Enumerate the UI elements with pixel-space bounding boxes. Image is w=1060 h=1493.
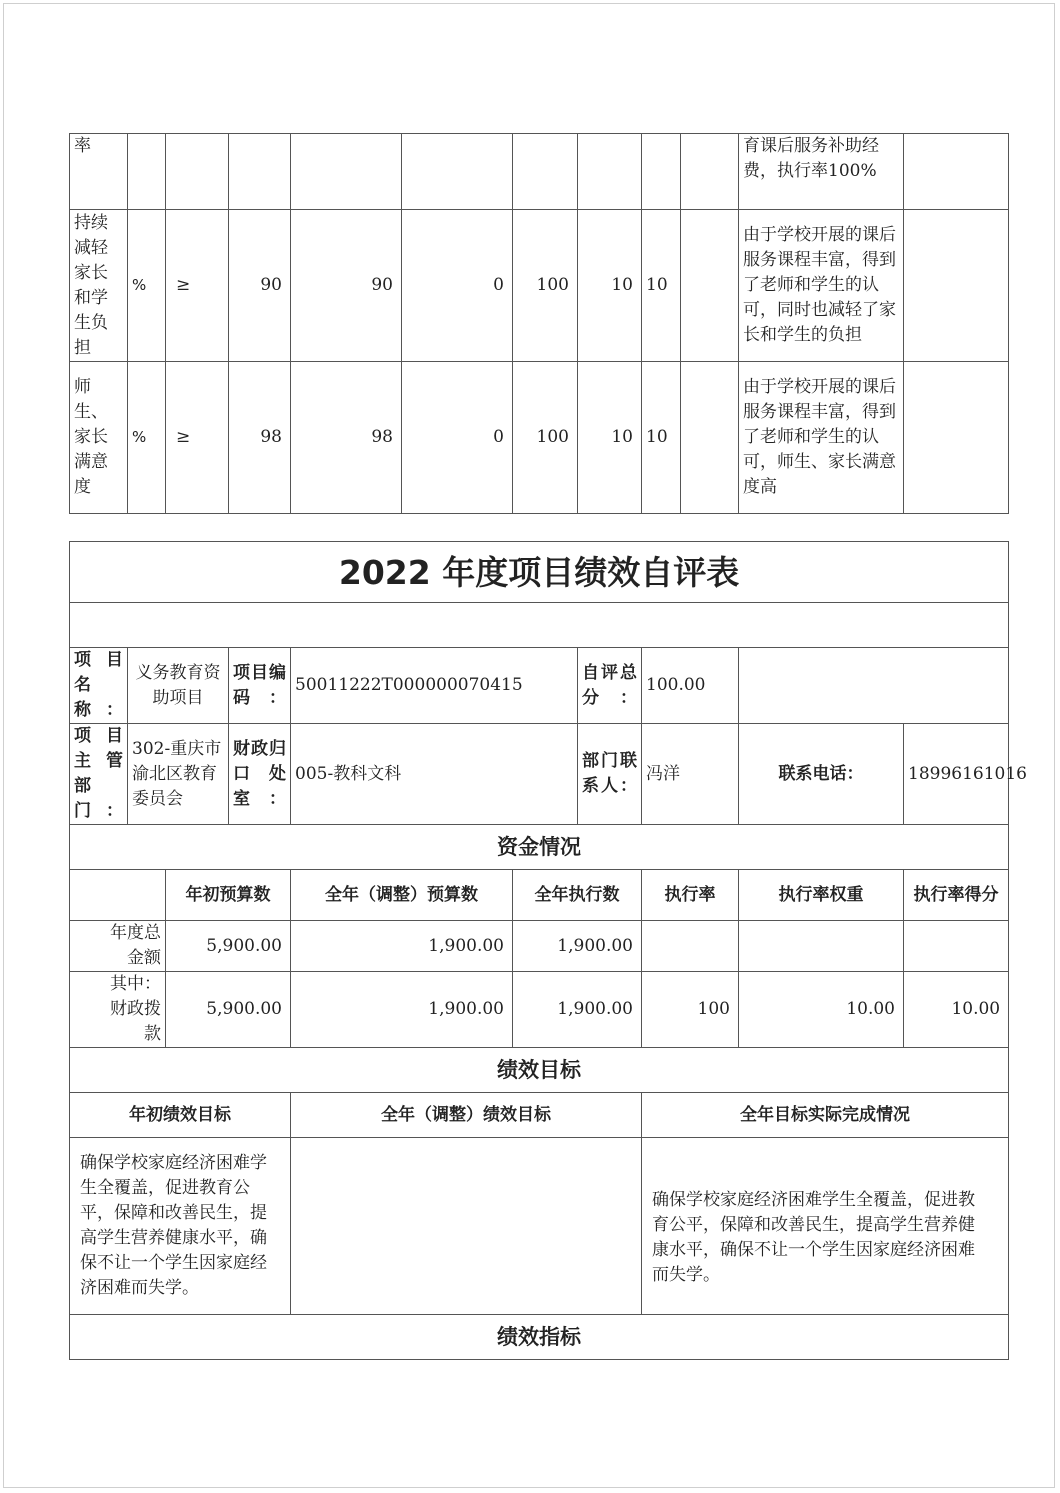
funds-executed: 1,900.00 [513, 921, 642, 972]
funds-row-label: 年度总金额 [70, 921, 166, 972]
adjusted-goal [291, 1138, 642, 1315]
indicator-value: 0 [402, 210, 513, 362]
dept-value: 302-重庆市渝北区教育委员会 [128, 724, 229, 825]
indicator-value: 98 [291, 362, 402, 514]
table-row [70, 134, 1009, 210]
project-name-label: 项目名称： [70, 648, 128, 724]
project-code-value: 50011222T000000070415 [291, 648, 578, 724]
indicator-continuation-table [69, 133, 1009, 514]
score-value: 100.00 [642, 648, 739, 724]
indicator-name: 持续减轻家长和学生负担 [70, 210, 128, 362]
funds-header: 全年执行数 [513, 870, 642, 921]
indicator-value: 90 [229, 210, 291, 362]
contact-value: 冯洋 [642, 724, 739, 825]
phone-label: 联系电话： [739, 724, 904, 825]
indicator-value: 10 [642, 210, 681, 362]
project-info-row [70, 648, 1009, 724]
funds-header: 执行率得分 [904, 870, 1009, 921]
funds-budget: 5,900.00 [166, 921, 291, 972]
form-title: 2022 年度项目绩效自评表 [70, 542, 1009, 603]
goals-row [70, 1138, 1009, 1315]
funds-header-row [70, 870, 1009, 921]
contact-label: 部门联系人： [578, 724, 642, 825]
funds-adjusted: 1,900.00 [291, 921, 513, 972]
indicator-value: 10 [642, 362, 681, 514]
funds-rate: 100 [642, 972, 739, 1048]
funds-row [70, 972, 1009, 1048]
indicator-operator: ≥ [166, 362, 229, 514]
score-label: 自评总分： [578, 648, 642, 724]
goals-section-title: 绩效目标 [70, 1048, 1009, 1093]
department-info-row [70, 724, 1009, 825]
table-row [70, 362, 1009, 514]
actual-completion: 确保学校家庭经济困难学生全覆盖，促进教育公平，保障和改善民生，提高学生营养健康水平，确保不让一个学生因家庭经济困难而失学。 [642, 1138, 1009, 1315]
title-row [70, 542, 1009, 603]
funds-score [904, 921, 1009, 972]
section-row [70, 1315, 1009, 1360]
indicator-value: 10 [578, 210, 642, 362]
indicator-value: 100 [513, 362, 578, 514]
indicator-unit: % [128, 210, 166, 362]
phone-value: 18996161016 [904, 724, 1009, 825]
funds-section-title: 资金情况 [70, 825, 1009, 870]
section-row [70, 825, 1009, 870]
funds-budget: 5,900.00 [166, 972, 291, 1048]
indicator-value: 90 [291, 210, 402, 362]
table-row [70, 210, 1009, 362]
goals-header: 全年（调整）绩效目标 [291, 1093, 642, 1138]
indicator-value: 100 [513, 210, 578, 362]
self-evaluation-form [69, 541, 1027, 1360]
indicator-name: 师生、家长满意度 [70, 362, 128, 514]
funds-score: 10.00 [904, 972, 1009, 1048]
funds-rate [642, 921, 739, 972]
funds-weight [739, 921, 904, 972]
goals-header: 年初绩效目标 [70, 1093, 291, 1138]
spacer-row [70, 603, 1009, 648]
funds-executed: 1,900.00 [513, 972, 642, 1048]
initial-goal: 确保学校家庭经济困难学生全覆盖，促进教育公平，保障和改善民生，提高学生营养健康水平，确保不让一个学生因家庭经济困难而失学。 [70, 1138, 291, 1315]
deviation-reason: 育课后服务补助经费，执行率100% [739, 134, 904, 210]
goals-header-row [70, 1093, 1009, 1138]
funds-row-label: 其中：财政拨款 [70, 972, 166, 1048]
funds-row [70, 921, 1009, 972]
funds-header: 全年（调整）预算数 [291, 870, 513, 921]
indicator-unit: % [128, 362, 166, 514]
funds-header: 执行率 [642, 870, 739, 921]
indicator-value: 10 [578, 362, 642, 514]
indicator-value: 98 [229, 362, 291, 514]
funds-adjusted: 1,900.00 [291, 972, 513, 1048]
dept-label: 项目主管部门： [70, 724, 128, 825]
indicator-name: 率 [70, 134, 128, 210]
funds-header: 年初预算数 [166, 870, 291, 921]
project-name-value: 义务教育资助项目 [128, 648, 229, 724]
finance-value: 005-教科文科 [291, 724, 578, 825]
finance-label: 财政归口处室： [229, 724, 291, 825]
goals-header: 全年目标实际完成情况 [642, 1093, 1009, 1138]
funds-weight: 10.00 [739, 972, 904, 1048]
indicator-operator: ≥ [166, 210, 229, 362]
deviation-reason: 由于学校开展的课后服务课程丰富，得到了老师和学生的认可，师生、家长满意度高 [739, 362, 904, 514]
indicator-value: 0 [402, 362, 513, 514]
section-row [70, 1048, 1009, 1093]
project-code-label: 项目编码： [229, 648, 291, 724]
deviation-reason: 由于学校开展的课后服务课程丰富，得到了老师和学生的认可，同时也减轻了家长和学生的负担 [739, 210, 904, 362]
indicators-section-title: 绩效指标 [70, 1315, 1009, 1360]
funds-header: 执行率权重 [739, 870, 904, 921]
